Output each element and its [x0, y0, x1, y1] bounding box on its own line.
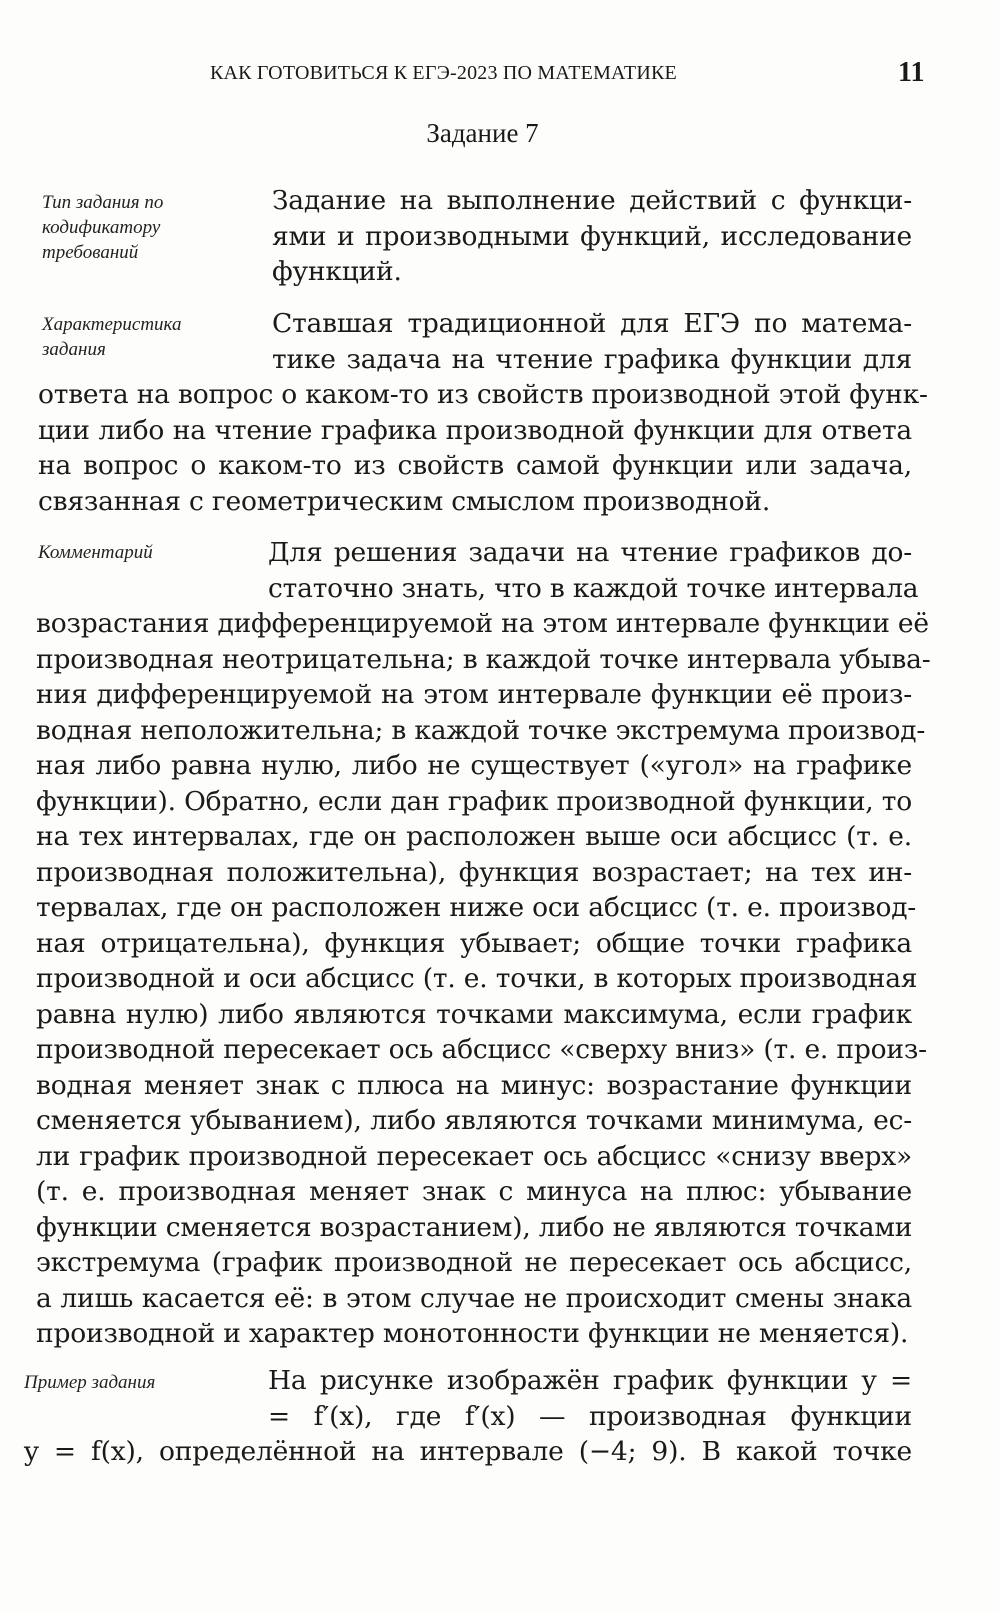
text-line: связанная с геометрическим смыслом производной.	[38, 485, 771, 517]
text-line: тике задача на чтение графика функции для	[272, 343, 912, 375]
text-line: производная неотрицательна; в каждой точке интервала убыва-	[36, 643, 931, 675]
text-line: функции). Обратно, если дан график производной функции, то	[36, 785, 912, 817]
text-line: функций.	[272, 256, 402, 287]
type-label-line: Тип задания по	[42, 192, 164, 213]
page-number: 11	[898, 57, 925, 88]
text-line: производной и оси абсцисс (т. е. точки, в которых производная	[36, 963, 918, 994]
text-line: На рисунке изображён график функции y =	[268, 1365, 912, 1396]
text-line: возрастания дифференцируемой на этом интервале функции её	[36, 608, 929, 639]
characteristic-text-head	[272, 306, 912, 377]
text-line: ная либо равна нулю, либо не существует («угол» на графике	[36, 750, 912, 781]
text-line: а лишь касается её: в этом случае не происходит смены знака	[36, 1282, 912, 1314]
text-line: ния дифференцируемой на этом интервале функции её произ-	[36, 679, 912, 710]
characteristic-text-body	[38, 377, 928, 519]
text-line: статочно знать, что в каждой точке интервала	[268, 572, 919, 604]
text-line: производной пересекает ось абсцисс «сверху вниз» (т. е. произ-	[36, 1034, 927, 1065]
text-line: тервалах, где он расположен ниже оси абсцисс (т. е. производ-	[36, 892, 917, 923]
example-text-body	[24, 1434, 912, 1470]
type-label-line: кодификатору	[42, 217, 161, 238]
text-line: сменяется убыванием), либо являются точками минимума, ес-	[36, 1105, 912, 1136]
comment-label-line: Комментарий	[38, 542, 153, 563]
text-line: ли график производной пересекает ось абсцисс «снизу вверх»	[36, 1140, 912, 1172]
text-line: ответа на вопрос о каком-то из свойств производной этой функ-	[38, 379, 928, 410]
text-line: экстремума (график производной не пересекает ось абсцисс,	[36, 1247, 912, 1278]
characteristic-label-line: Характеристика	[42, 314, 182, 335]
type-label-line: требований	[42, 242, 139, 263]
text-line: на тех интервалах, где он расположен выше оси абсцисс (т. е.	[36, 821, 912, 852]
task-title: Задание 7	[426, 118, 539, 148]
text-line: Для решения задачи на чтение графиков до-	[268, 537, 912, 568]
text-line: (т. е. производная меняет знак с минуса на плюс: убывание	[36, 1176, 912, 1207]
text-line: ная отрицательна), функция убывает; общие точки графика	[36, 927, 912, 959]
text-line: водная неположительна; в каждой точке экстремума производ-	[36, 714, 926, 746]
text-line: производная положительна), функция возрастает; на тех ин-	[36, 856, 912, 888]
text-line: Ставшая традиционной для ЕГЭ по матема-	[272, 308, 912, 339]
example-text-head	[268, 1363, 912, 1434]
characteristic-label	[42, 312, 181, 362]
type-label	[42, 190, 163, 265]
text-line: ции либо на чтение графика производной функции для ответа	[38, 414, 912, 446]
comment-label	[38, 540, 153, 565]
type-text	[272, 183, 912, 290]
characteristic-label-line: задания	[42, 339, 106, 360]
text-line: функции сменяется возрастанием), либо не являются точками	[36, 1211, 913, 1243]
text-line: = f′(x), где f′(x) — производная функции	[268, 1400, 912, 1432]
text-line: равна нулю) либо являются точками максимума, если график	[36, 998, 912, 1030]
running-head: КАК ГОТОВИТЬСЯ К ЕГЭ-2023 ПО МАТЕМАТИКЕ	[210, 62, 677, 84]
text-line: производной и характер монотонности функции не меняется).	[36, 1318, 909, 1349]
example-label	[24, 1370, 155, 1395]
comment-text-body	[36, 606, 931, 1352]
example-label-line: Пример задания	[24, 1372, 156, 1393]
text-line: на вопрос о каком-то из свойств самой функции или задача,	[38, 450, 912, 481]
text-line: водная меняет знак с плюса на минус: возрастание функции	[36, 1069, 912, 1101]
comment-text-head	[268, 535, 919, 606]
text-line: ями и производными функций, исследование	[272, 220, 912, 252]
text-line: Задание на выполнение действий с функци-	[272, 185, 912, 216]
text-line: y = f(x), определённой на интервале (−4; 9). В какой точке	[24, 1436, 912, 1467]
